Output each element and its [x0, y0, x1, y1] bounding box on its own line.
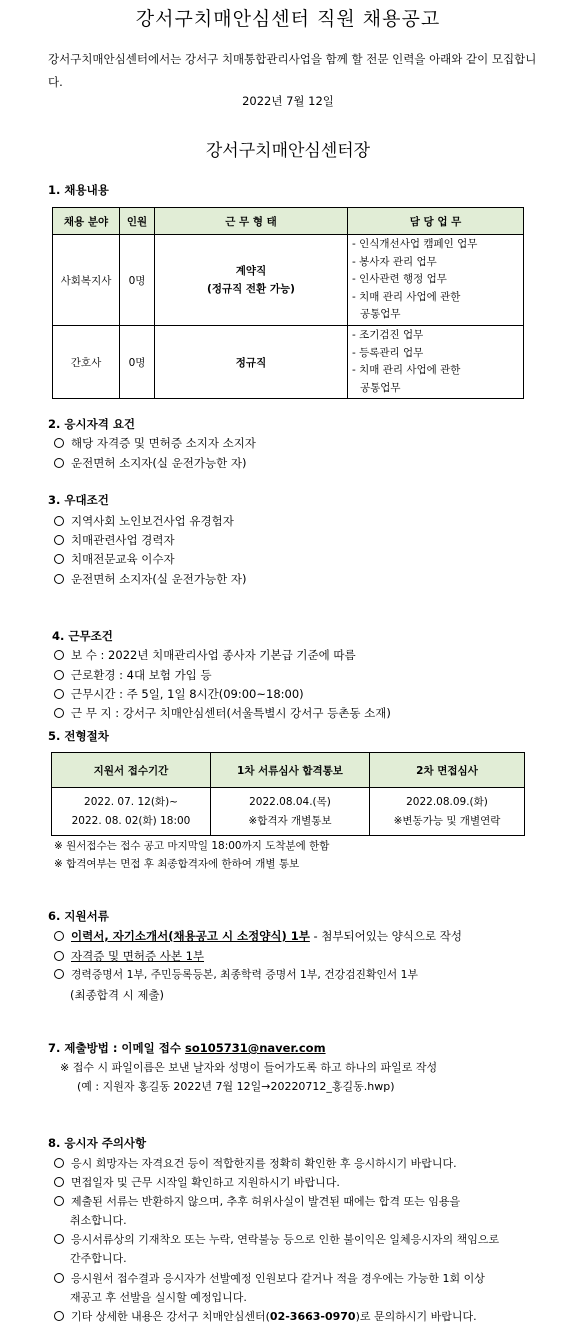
list-item	[54, 928, 462, 944]
cell-line: 2022.08.04.(목)	[249, 795, 331, 808]
circle-bullet-icon	[54, 1158, 64, 1168]
circle-bullet-icon	[54, 650, 64, 660]
job-type-line: 계약직	[235, 265, 267, 277]
duty-item: - 봉사자 관리 업무	[352, 255, 437, 268]
table-row	[52, 788, 525, 836]
section-4-title: 4. 근무조건	[52, 629, 113, 643]
contact-phone: 02-3663-0970	[269, 1310, 356, 1323]
circle-bullet-icon	[54, 1234, 64, 1244]
process-cell	[211, 788, 370, 836]
list-item: 기타 상세한 내용은 강서구 치매안심센터(02-3663-0970)로 문의하시기 바랍니다.	[54, 1308, 477, 1324]
section-3-title: 3. 우대조건	[48, 493, 109, 507]
section-6-title: 6. 지원서류	[48, 909, 109, 923]
job-type-line: (정규직 전환 가능)	[207, 283, 295, 295]
process-table-header: 2차 면접심사	[370, 753, 525, 788]
section-8-title: 8. 응시자 주의사항	[48, 1136, 147, 1150]
submit-example: (예 : 지원자 홍길동 2022년 7월 12일→20220712_홍길동.hwp)	[77, 1080, 395, 1093]
circle-bullet-icon	[54, 574, 64, 584]
circle-bullet-icon	[54, 1196, 64, 1206]
duty-item: - 인식개선사업 캠페인 업무	[352, 238, 478, 251]
circle-bullet-icon	[54, 458, 64, 468]
list-item: 제출된 서류는 반환하지 않으며, 추후 허위사실이 발견된 때에는 합격 또는 임용을	[54, 1193, 460, 1209]
issuer-name: 강서구치매안심센터장	[205, 141, 371, 161]
email-link[interactable]: so105731@naver.com	[184, 1041, 326, 1055]
duty-item: - 조기검진 업무	[352, 329, 424, 341]
process-cell	[52, 788, 211, 836]
table-row	[53, 235, 524, 326]
job-table-header: 담 당 업 무	[348, 208, 524, 235]
cell-line: ※변동가능 및 개별연락	[393, 814, 501, 827]
process-note: ※ 원서접수는 접수 공고 마지막일 18:00까지 도착분에 한함	[54, 840, 330, 852]
list-item: 치매전문교육 이수자	[54, 551, 175, 567]
list-item: 응시원서 접수결과 응시자가 선발예정 인원보다 같거나 적을 경우에는 가능한 1회 이상	[54, 1270, 485, 1286]
process-cell	[370, 788, 525, 836]
job-duties	[348, 326, 524, 399]
doc-note: - 첨부되어있는 양식으로 작성	[309, 929, 462, 943]
process-table-header: 지원서 접수기간	[52, 753, 211, 788]
job-table	[52, 207, 524, 399]
section-5-title: 5. 전형절차	[48, 729, 109, 743]
job-duties	[348, 235, 524, 326]
job-type	[155, 235, 348, 326]
duty-item: - 등록관리 업무	[352, 346, 424, 359]
section-1-title: 1. 채용내용	[48, 183, 109, 197]
list-item: 근무시간 : 주 5일, 1일 8시간(09:00~18:00)	[54, 686, 304, 702]
list-item-cont: 간주합니다.	[70, 1252, 127, 1265]
circle-bullet-icon	[54, 931, 64, 941]
job-table-header: 근 무 형 태	[155, 208, 348, 235]
circle-bullet-icon	[54, 670, 64, 680]
process-table	[51, 752, 525, 836]
list-item: 경력증명서 1부, 주민등록등본, 최종학력 증명서 1부, 건강검진확인서 1부	[54, 967, 418, 982]
submit-note: ※ 접수 시 파일이름은 보낸 날자와 성명이 들어가도록 하고 하나의 파일로 작성	[60, 1061, 438, 1074]
list-item: 응시서류상의 기재착오 또는 누락, 연락불능 등으로 인한 불이익은 일체응시자의 책임으로	[54, 1231, 499, 1247]
circle-bullet-icon	[54, 438, 64, 448]
doc-required-forms: 이력서, 자기소개서(채용공고 시 소정양식) 1부	[71, 929, 310, 943]
list-item: 지역사회 노인보건사업 유경험자	[54, 513, 234, 529]
cell-line: 2022. 08. 02(화) 18:00	[71, 814, 191, 827]
list-item	[54, 948, 204, 964]
duty-item: - 치매 관리 사업에 관한	[352, 290, 461, 303]
section-7-title: 7. 제출방법 : 이메일 접수 so105731@naver.com	[48, 1041, 326, 1055]
list-item: 응시 희망자는 자격요건 등이 적합한지를 정확히 확인한 후 응시하시기 바랍니다.	[54, 1155, 457, 1171]
list-item: 보 수 : 2022년 치매관리사업 종사자 기본급 기준에 따름	[54, 647, 356, 663]
circle-bullet-icon	[54, 689, 64, 699]
intro-paragraph: 강서구치매안심센터에서는 강서구 치매통합관리사업을 함께 할 전문 인력을 아래와 같이 모집합니다.	[48, 52, 537, 89]
list-item: 면접일자 및 근무 시작일 확인하고 지원하시기 바랍니다.	[54, 1174, 340, 1190]
list-item-cont: (최종합격 시 제출)	[70, 988, 165, 1002]
job-table-header: 채용 분야	[53, 208, 120, 235]
table-row	[53, 326, 524, 399]
cell-line: 2022.08.09.(화)	[406, 795, 488, 808]
process-note: ※ 합격여부는 면접 후 최종합격자에 한하여 개별 통보	[54, 858, 300, 870]
circle-bullet-icon	[54, 1177, 64, 1187]
doc-license-copy: 자격증 및 면허증 사본 1부	[71, 949, 205, 963]
list-item: 운전면허 소지자(실 운전가능한 자)	[54, 571, 246, 587]
job-type: 정규직	[155, 326, 348, 399]
circle-bullet-icon	[54, 951, 64, 961]
cell-line: ※합격자 개별통보	[248, 814, 332, 827]
duty-item: - 인사관련 행정 업무	[352, 273, 447, 286]
circle-bullet-icon	[54, 535, 64, 545]
section-2-title: 2. 응시자격 요건	[48, 417, 136, 431]
circle-bullet-icon	[54, 1311, 64, 1321]
circle-bullet-icon	[54, 516, 64, 526]
process-table-header: 1차 서류심사 합격통보	[211, 753, 370, 788]
list-item: 근로환경 : 4대 보험 가입 등	[54, 667, 212, 683]
list-item: 치매관련사업 경력자	[54, 532, 175, 548]
job-field: 사회복지사	[53, 235, 120, 326]
list-item-cont: 취소합니다.	[70, 1214, 127, 1227]
circle-bullet-icon	[54, 554, 64, 564]
notice-date: 2022년 7월 12일	[242, 94, 334, 108]
circle-bullet-icon	[54, 969, 64, 979]
list-item-cont: 재공고 후 선발을 실시할 예정입니다.	[70, 1291, 247, 1304]
circle-bullet-icon	[54, 708, 64, 718]
job-field: 간호사	[53, 326, 120, 399]
list-item: 근 무 지 : 강서구 치매안심센터(서울특별시 강서구 등촌동 소재)	[54, 705, 391, 721]
duty-item: - 치매 관리 사업에 관한	[352, 364, 461, 376]
cell-line: 2022. 07. 12(화)~	[84, 795, 178, 808]
page-title: 강서구치매안심센터 직원 채용공고	[135, 8, 441, 30]
job-table-header: 인원	[120, 208, 155, 235]
duty-item: 공통업무	[360, 308, 401, 321]
duty-item: 공통업무	[360, 381, 401, 394]
job-count: 0명	[120, 326, 155, 399]
circle-bullet-icon	[54, 1273, 64, 1283]
job-count: 0명	[120, 235, 155, 326]
list-item: 해당 자격증 및 면허증 소지자 소지자	[54, 435, 256, 451]
list-item: 운전면허 소지자(실 운전가능한 자)	[54, 455, 246, 471]
